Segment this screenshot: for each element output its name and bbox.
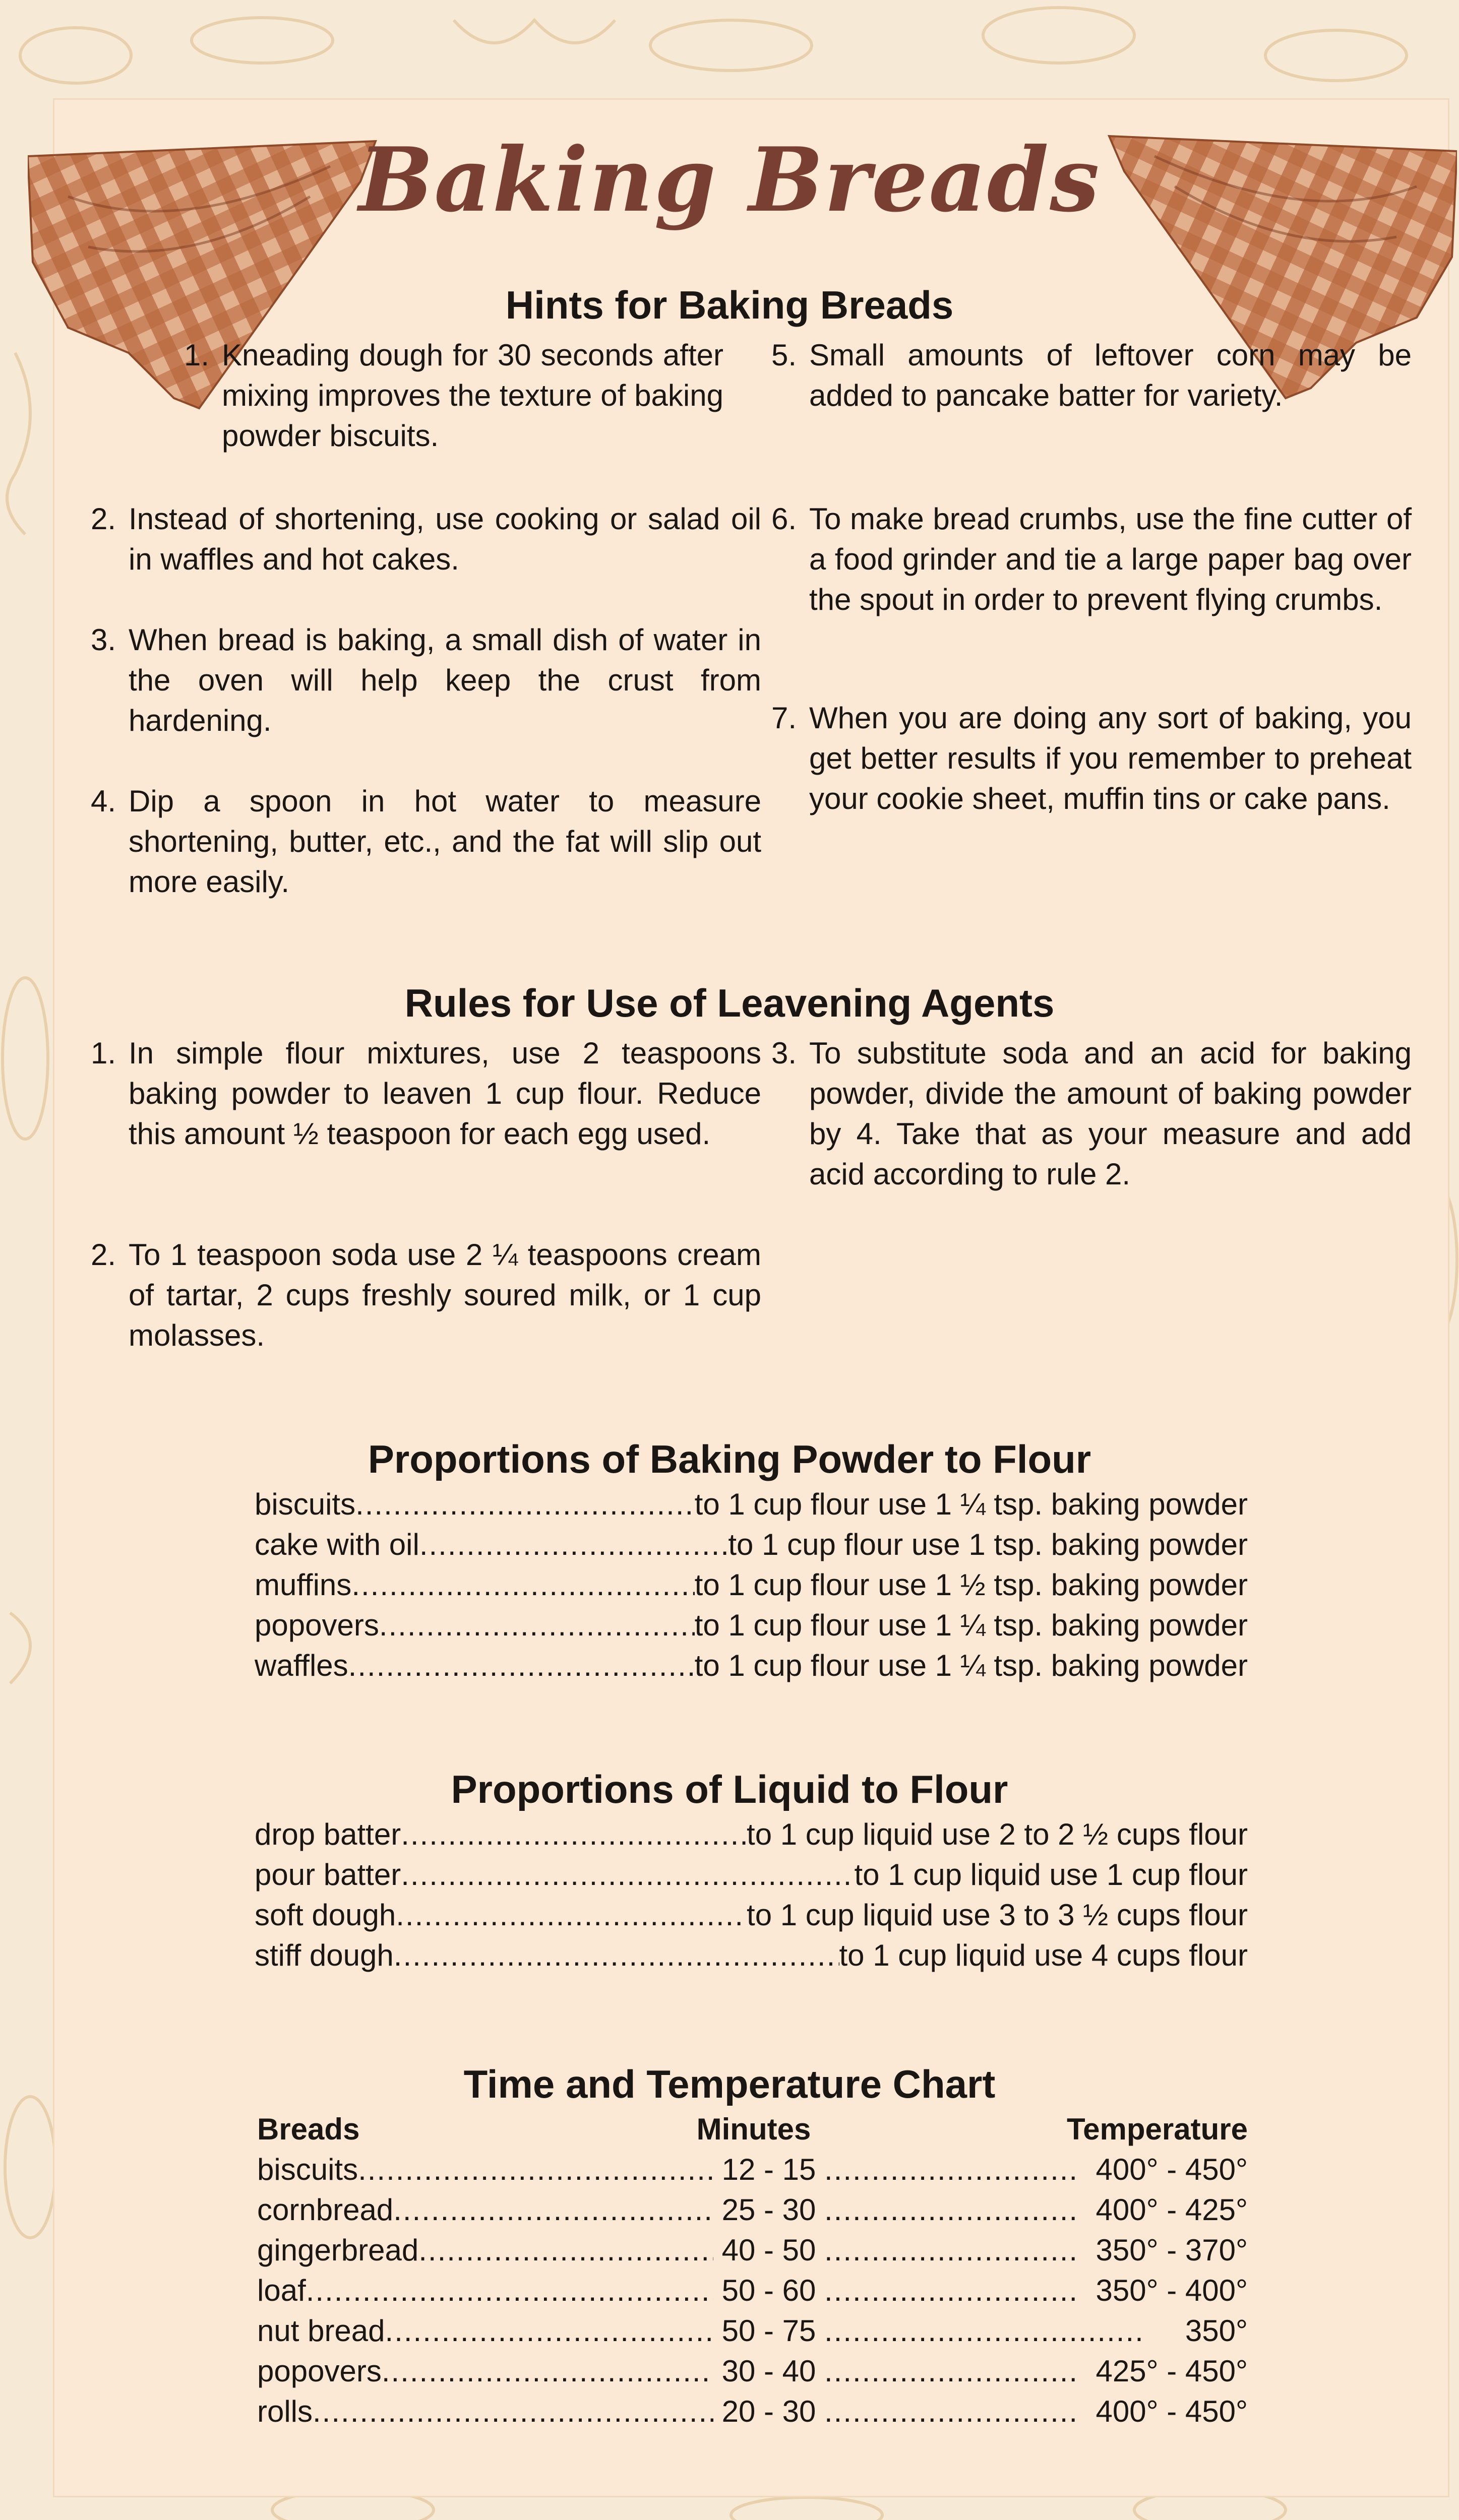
leader-dots (401, 1814, 747, 1855)
liquid-row (255, 1855, 1248, 1895)
minutes-value: 25 - 30 (721, 2193, 816, 2227)
liquid-table (255, 1814, 1248, 1976)
hint-text: When bread is baking, a small dish of water in the oven will help keep the crust from hardening. (129, 623, 761, 737)
temperature-value: 425° - 450° (1096, 2354, 1248, 2388)
leader-dots (824, 2150, 1076, 2190)
temperature-value: 400° - 450° (1096, 2153, 1248, 2186)
minutes-value: 30 - 40 (721, 2354, 816, 2388)
leader-dots (355, 1484, 695, 1525)
row-value: to 1 cup liquid use 2 to 2 ½ cups flour (747, 1817, 1248, 1851)
leader-dots (382, 2351, 713, 2391)
leader-dots (396, 1895, 747, 1935)
hint-item-3 (91, 620, 761, 741)
minutes-value: 50 - 75 (721, 2314, 816, 2348)
table-header (257, 2109, 1248, 2150)
hint-item-7 (771, 698, 1412, 819)
powder-heading: Proportions of Baking Powder to Flour (368, 1437, 1091, 1481)
leader-dots (385, 2311, 713, 2351)
minutes-value: 50 - 60 (721, 2274, 816, 2307)
temperature-value: 350° (1185, 2314, 1248, 2348)
leader-dots (393, 2190, 713, 2230)
leader-dots (306, 2271, 713, 2311)
table-row (257, 2150, 1248, 2190)
row-label: drop batter (255, 1817, 401, 1851)
leader-dots (348, 1646, 695, 1686)
minutes-value: 12 - 15 (721, 2153, 816, 2186)
liquid-heading: Proportions of Liquid to Flour (451, 1767, 1008, 1811)
timetemp-table (257, 2109, 1248, 2432)
powder-row (255, 1484, 1248, 1525)
bread-name: gingerbread (257, 2233, 419, 2267)
bread-name: popovers (257, 2354, 382, 2388)
row-value: to 1 cup flour use 1 ½ tsp. baking powder (694, 1568, 1248, 1602)
row-label: pour batter (255, 1858, 401, 1892)
hint-item-1 (184, 335, 723, 456)
hint-item-6 (771, 499, 1412, 620)
leavening-heading: Rules for Use of Leavening Agents (404, 981, 1055, 1025)
row-label: biscuits (255, 1487, 356, 1521)
row-label: muffins (255, 1568, 352, 1602)
leader-dots (313, 2391, 713, 2432)
hint-number: 3. (91, 623, 116, 657)
table-row (257, 2391, 1248, 2432)
row-value: to 1 cup liquid use 3 to 3 ½ cups flour (747, 1898, 1248, 1932)
row-label: popovers (255, 1608, 379, 1642)
temperature-value: 400° - 450° (1096, 2395, 1248, 2428)
powder-row (255, 1565, 1248, 1605)
hint-number: 4. (91, 784, 116, 818)
leader-dots (358, 2150, 713, 2190)
hint-item-5 (771, 335, 1412, 416)
row-value: to 1 cup liquid use 1 cup flour (854, 1858, 1248, 1892)
table-row (257, 2351, 1248, 2391)
leader-dots (824, 2391, 1076, 2432)
temperature-value: 400° - 425° (1096, 2193, 1248, 2227)
timetemp-heading: Time and Temperature Chart (463, 2062, 996, 2106)
hint-text: Small amounts of leftover corn may be added to pancake batter for variety. (809, 338, 1412, 412)
rule-text: In simple flour mixtures, use 2 teaspoons baking powder to leaven 1 cup flour. Reduce this amount ½ teaspoon for each egg used. (129, 1036, 761, 1151)
leader-dots (824, 2271, 1076, 2311)
table-row (257, 2190, 1248, 2230)
hint-number: 6. (771, 502, 797, 536)
hint-number: 5. (771, 338, 797, 372)
hint-number: 1. (184, 338, 210, 372)
leader-dots (824, 2311, 1147, 2351)
row-value: to 1 cup flour use 1 ¼ tsp. baking powder (694, 1487, 1248, 1521)
row-value: to 1 cup flour use 1 ¼ tsp. baking powder (694, 1608, 1248, 1642)
leader-dots (379, 1605, 695, 1646)
column-header-minutes: Minutes (696, 2112, 811, 2146)
minutes-value: 20 - 30 (721, 2395, 816, 2428)
rule-number: 1. (91, 1036, 116, 1070)
hints-heading: Hints for Baking Breads (505, 283, 954, 327)
row-label: waffles (255, 1649, 348, 1682)
temperature-value: 350° - 370° (1096, 2233, 1248, 2267)
leader-dots (824, 2230, 1076, 2271)
row-value: to 1 cup liquid use 4 cups flour (839, 1938, 1248, 1972)
rule-number: 2. (91, 1238, 116, 1272)
hint-text: Dip a spoon in hot water to measure shortening, butter, etc., and the fat will slip out more easily. (129, 784, 761, 899)
leader-dots (394, 1935, 839, 1976)
leader-dots (824, 2190, 1076, 2230)
liquid-row (255, 1895, 1248, 1935)
hint-text: To make bread crumbs, use the fine cutter of a food grinder and tie a large paper bag over the spout in order to prevent flying crumbs. (809, 502, 1412, 616)
hint-text: Kneading dough for 30 seconds after mixing improves the texture of baking powder biscuits. (222, 338, 723, 453)
hint-text: Instead of shortening, use cooking or salad oil in waffles and hot cakes. (129, 502, 761, 576)
leader-dots (418, 2230, 713, 2271)
table-row (257, 2271, 1248, 2311)
temperature-value: 350° - 400° (1096, 2274, 1248, 2307)
bread-name: nut bread (257, 2314, 385, 2348)
bread-name: loaf (257, 2274, 306, 2307)
row-value: to 1 cup flour use 1 tsp. baking powder (728, 1528, 1248, 1561)
bread-name: cornbread (257, 2193, 394, 2227)
table-row (257, 2230, 1248, 2271)
liquid-row (255, 1935, 1248, 1976)
column-header-breads: Breads (257, 2112, 360, 2146)
leader-dots (351, 1565, 694, 1605)
leader-dots (401, 1855, 854, 1895)
powder-row (255, 1646, 1248, 1686)
leader-dots (419, 1525, 728, 1565)
leader-dots (824, 2351, 1076, 2391)
row-label: cake with oil (255, 1528, 419, 1561)
table-row (257, 2311, 1248, 2351)
leavening-rule-1 (91, 1033, 761, 1154)
page-title: Baking Breads (358, 129, 1101, 232)
powder-row (255, 1525, 1248, 1565)
column-header-temperature: Temperature (1066, 2112, 1248, 2146)
rule-text: To 1 teaspoon soda use 2 ¼ teaspoons cream of tartar, 2 cups freshly soured milk, or 1 cup molasses. (129, 1238, 761, 1352)
row-value: to 1 cup flour use 1 ¼ tsp. baking powder (694, 1649, 1248, 1682)
powder-table (255, 1484, 1248, 1686)
powder-row (255, 1605, 1248, 1646)
liquid-row (255, 1814, 1248, 1855)
row-label: soft dough (255, 1898, 396, 1932)
rule-number: 3. (771, 1036, 797, 1070)
rule-text: To substitute soda and an acid for baking powder, divide the amount of baking powder by 4. Take that as your measure and add acid according to rule 2. (809, 1036, 1412, 1191)
bread-name: biscuits (257, 2153, 358, 2186)
leavening-rule-3 (771, 1033, 1412, 1194)
hint-text: When you are doing any sort of baking, you get better results if you remember to preheat your cookie sheet, muffin tins or cake pans. (809, 701, 1412, 815)
row-label: stiff dough (255, 1938, 394, 1972)
hint-number: 2. (91, 502, 116, 536)
hint-number: 7. (771, 701, 797, 735)
leavening-rule-2 (91, 1235, 761, 1356)
hint-item-2 (91, 499, 761, 580)
hint-item-4 (91, 781, 761, 902)
bread-name: rolls (257, 2395, 313, 2428)
minutes-value: 40 - 50 (721, 2233, 816, 2267)
